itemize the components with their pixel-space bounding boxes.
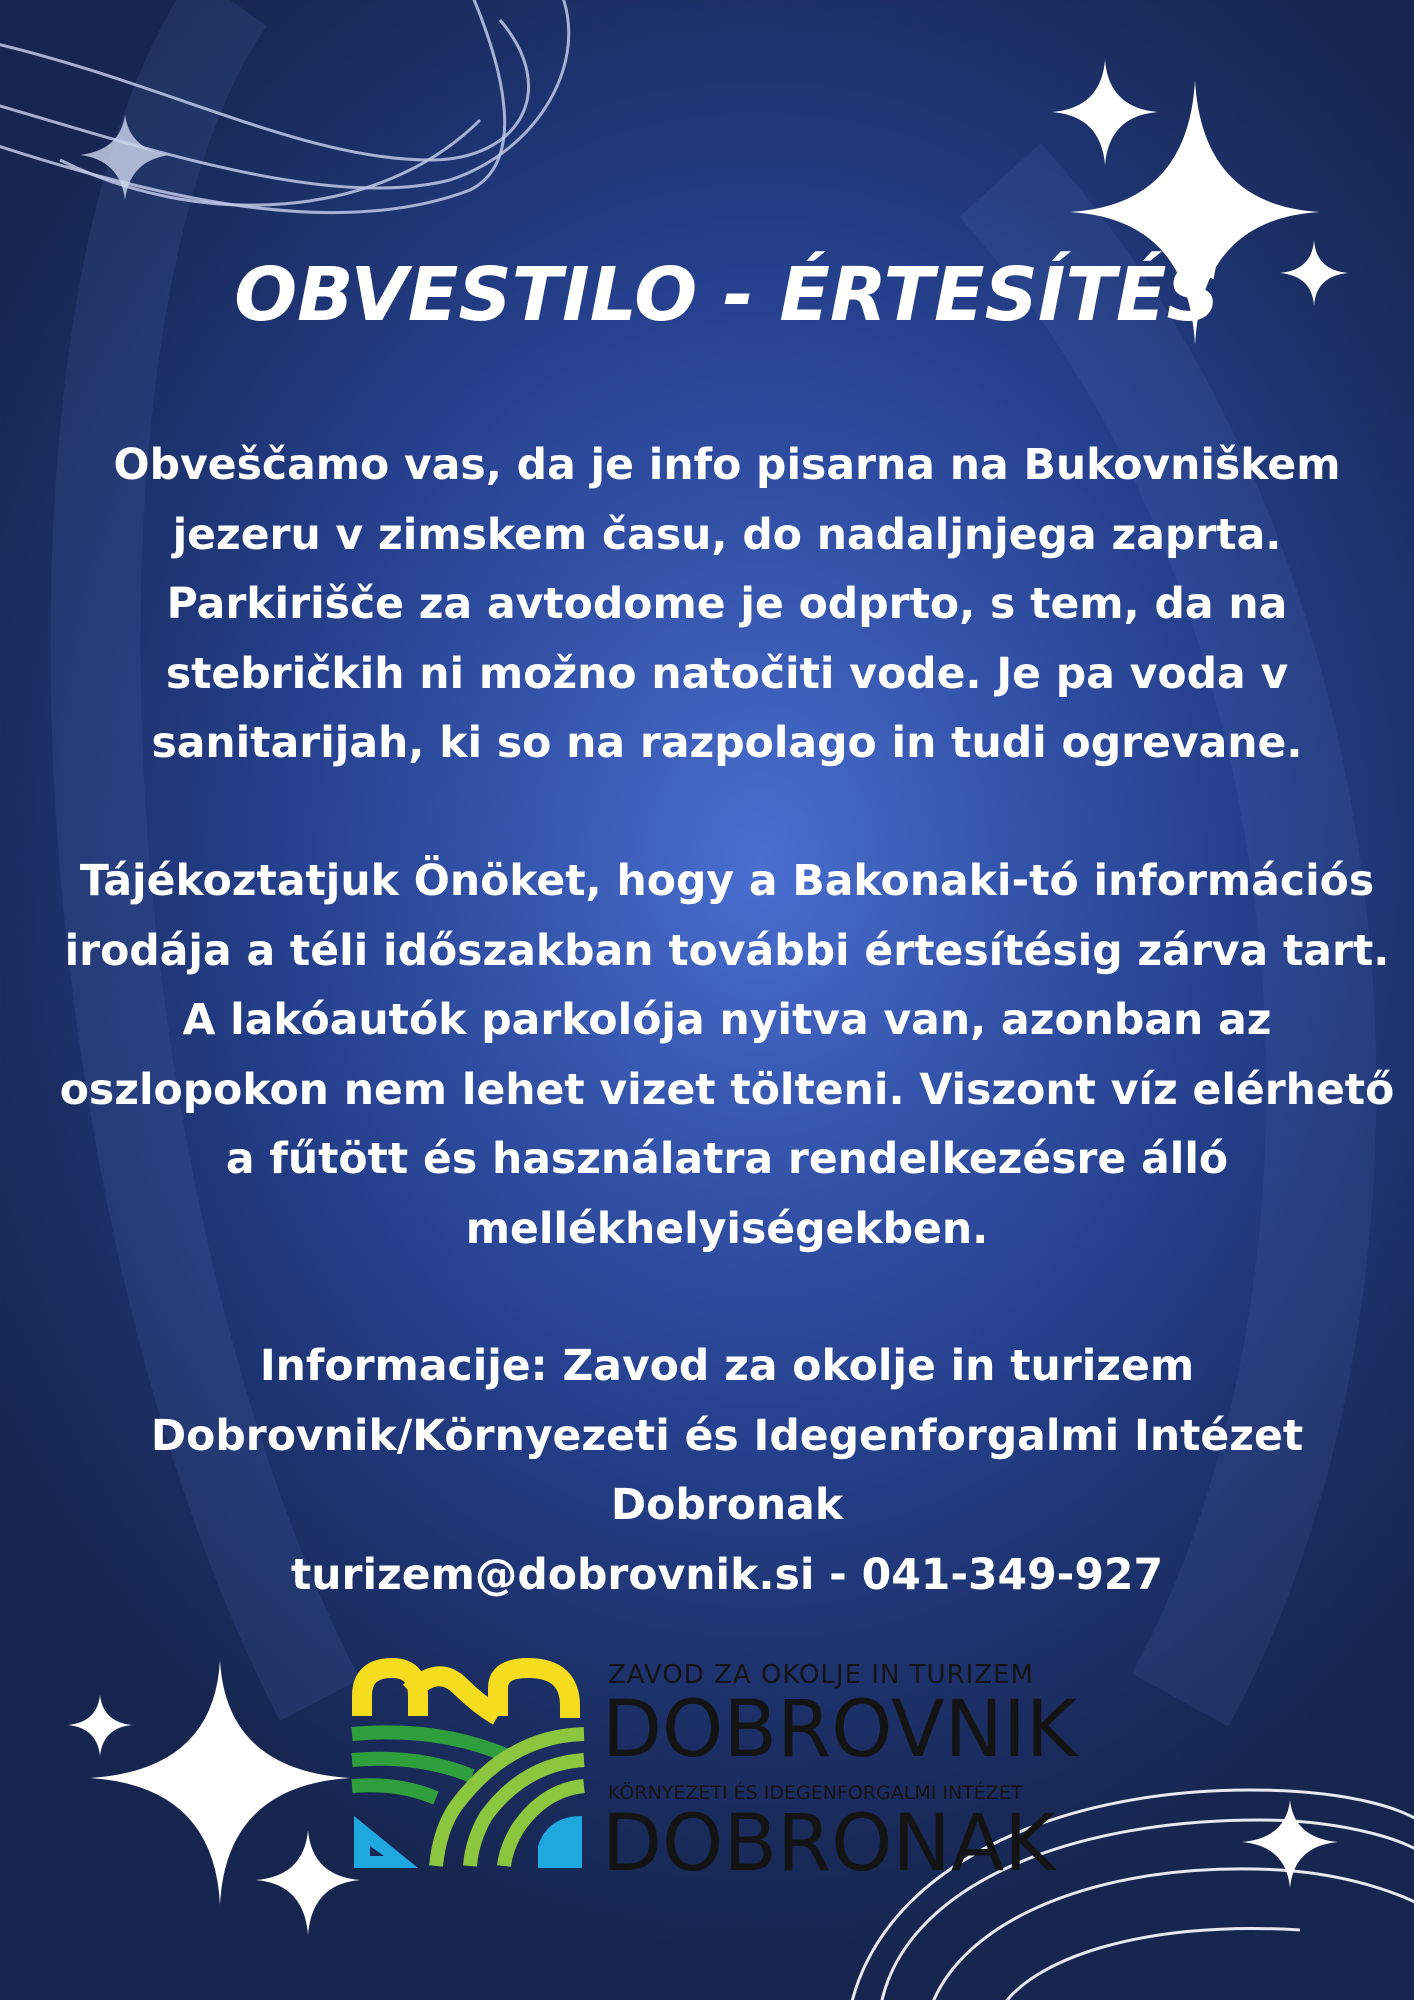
contact-email-phone[interactable]: turizem@dobrovnik.si - 041-349-927	[290, 1550, 1164, 1600]
logo-name-dobronak: DOBRONAK	[602, 1799, 1056, 1889]
text-line: sanitarijah, ki so na razpolago in tudi ogrevane.	[151, 719, 1303, 768]
hungarian-paragraph	[0, 847, 1414, 1264]
text-line: Informacije: Zavod za okolje in turizem	[259, 1342, 1195, 1391]
logo-name-dobrovnik: DOBROVNIK	[602, 1685, 1078, 1775]
sparkle-icon	[256, 1830, 360, 1935]
text-line: a fűtött és használatra rendelkezésre álló	[225, 1135, 1229, 1184]
text-line: Dobronak	[610, 1481, 844, 1530]
text-line: oszlopokon nem lehet vizet tölteni. Viszont víz elérhető	[59, 1065, 1395, 1115]
text-line: Parkirišče za avtodome je odprto, s tem, da na	[166, 580, 1288, 629]
text-line: Obveščamo vas, da je info pisarna na Bukovniškem	[113, 441, 1341, 490]
text-line: A lakóautók parkolója nyitva van, azonban az	[182, 996, 1272, 1045]
top-left-swirl	[0, 0, 569, 213]
logo-subtitle-hungarian: KÖRNYEZETI ÉS IDEGENFORGALMI INTÉZET	[608, 1782, 1023, 1804]
slovenian-paragraph	[0, 431, 1414, 779]
contact-paragraph	[0, 1332, 1414, 1610]
text-line: stebričkih ni možno natočiti vode. Je pa voda v	[165, 649, 1289, 699]
logo-emblem-icon	[348, 1656, 588, 1886]
sparkle-icon	[1052, 60, 1158, 165]
logo-subtitle-slovenian: ZAVOD ZA OKOLJE IN TURIZEM	[608, 1660, 1034, 1690]
organization-logo	[348, 1656, 1118, 1889]
text-line: Dobrovnik/Környezeti és Idegenforgalmi Intézet	[150, 1411, 1304, 1461]
text-line: irodája a téli időszakban további értesítésig zárva tart.	[64, 926, 1390, 976]
sparkle-icon	[68, 1695, 132, 1756]
text-line: mellékhelyiségekben.	[465, 1204, 989, 1254]
notice-title: OBVESTILO - ÉRTESÍTÉS	[234, 252, 1220, 338]
text-line: Tájékoztatjuk Önöket, hogy a Bakonaki-tó információs	[79, 857, 1375, 906]
text-line: jezeru v zimskem času, do nadaljnjega zaprta.	[172, 510, 1282, 560]
